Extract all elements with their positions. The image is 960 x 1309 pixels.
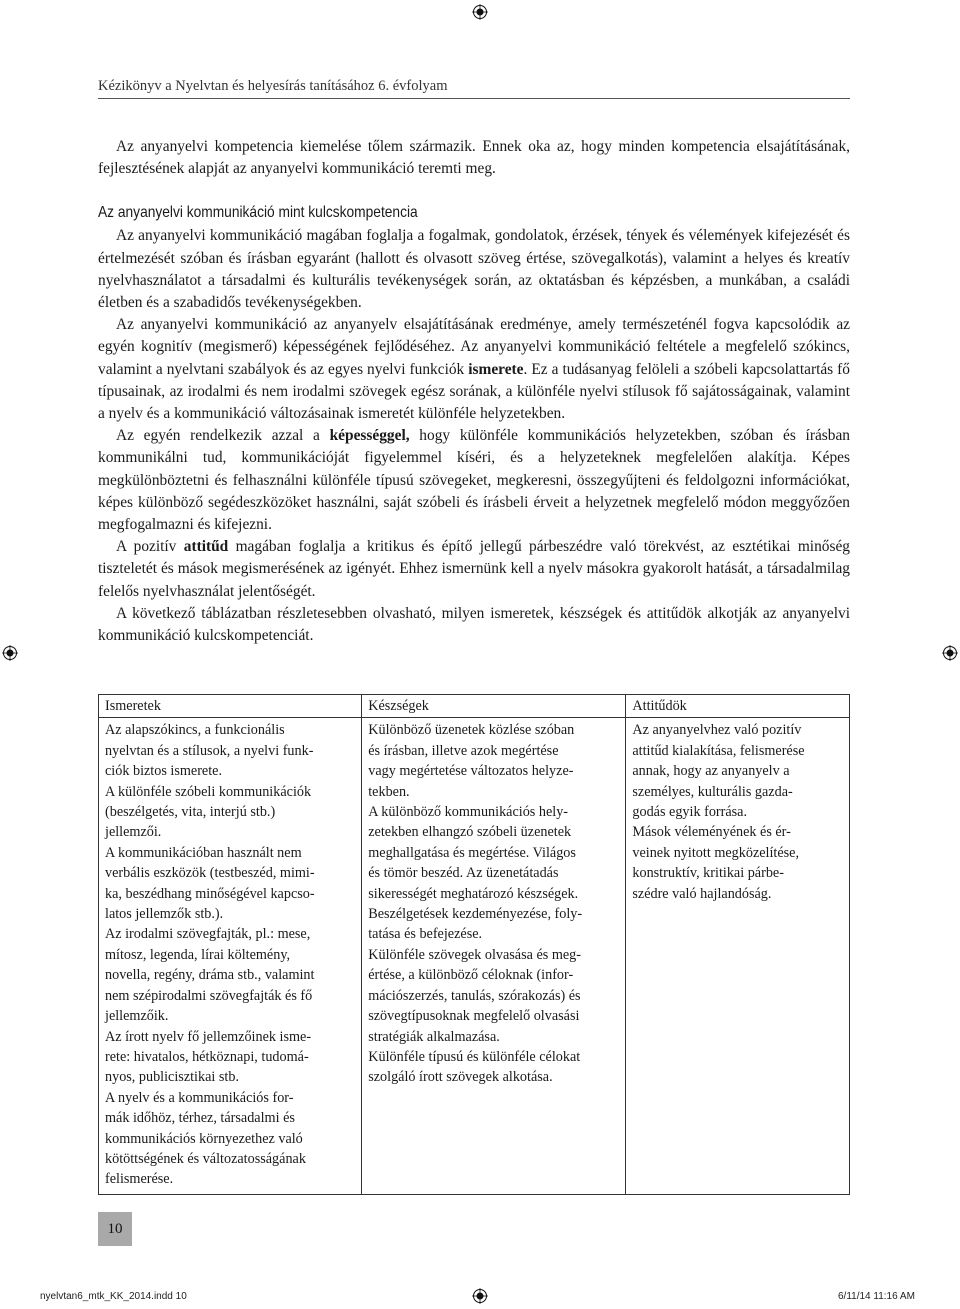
text-span: Az egyén rendelkezik azzal a (116, 427, 330, 445)
print-slug-date: 6/11/14 11:16 AM (838, 1291, 915, 1302)
text-span: hogy különféle kommunikációs helyzetekben, szóban és írásban kommunikálni tud, kommunikációját figyelemmel kíséri, és a helyzeteknek megfelelően alakítja. Képes megkülönböztetni és felhasználni különféle típusú szövegeket, megkeresni, összegyűjteni és feldolgozni információkat, képes különböző segédeszközöket használni, saját szóbeli és írásbeli érveit a helyzetnek megfelelő módon meggyőzően megfogalmazni és kifejezni. (98, 427, 851, 534)
table-header-row (99, 695, 850, 718)
cell-line: felismerése. (105, 1171, 174, 1188)
section-heading: Az anyanyelvi kommunikáció mint kulcskompetencia (98, 204, 418, 222)
cell-line: A kommunikációban használt nem (105, 844, 302, 861)
cell-line: vagy megértetése változatos helyze- (368, 763, 574, 780)
paragraph-3 (98, 425, 850, 536)
cell-line: és írásban, illetve azok megértése (368, 742, 559, 759)
intro-paragraph: Az anyanyelvi kompetencia kiemelése tőlem származik. Ennek oka az, hogy minden kompetencia elsajátításának, fejlesztésének alapját az anyanyelvi kommunikáció teremti meg. (98, 138, 850, 178)
cell-line: Az irodalmi szövegfajták, pl.: mese, (105, 926, 311, 943)
cell-line: verbális eszközök (testbeszéd, mimi- (105, 865, 315, 882)
cell-line: zetekben elhangzó szóbeli üzenetek (368, 824, 572, 841)
registration-mark-icon (2, 645, 18, 661)
cell-line: Mások véleményének és ér- (632, 824, 791, 841)
header-rule (98, 98, 850, 99)
cell-line: Az anyanyelvhez való pozitív (632, 722, 802, 739)
cell-line: szolgáló írott szövegek alkotása. (368, 1069, 553, 1086)
cell-line: személyes, kulturális gazda- (632, 783, 793, 800)
cell-attitudok (626, 718, 850, 1194)
paragraph-4 (98, 536, 850, 603)
cell-line: meghallgatása és megértése. Világos (368, 844, 576, 861)
table-row (99, 718, 850, 1194)
cell-line: (beszélgetés, vita, interjú stb.) (105, 804, 276, 821)
header-attitudok: Attitűdök (626, 695, 850, 718)
emphasis-attitud: attitűd (183, 538, 229, 556)
header-keszsegek: Készségek (362, 695, 626, 718)
paragraph-1: Az anyanyelvi kommunikáció magában foglalja a fogalmak, gondolatok, érzések, tények és vélemények kifejezését és értelmezését szóban és írásban egyaránt (hallott és olvasott szöveg értése, szövegalkotás), valamint a helyes és kreatív nyelvhasználatot a társadalmi és kulturális tevékenységek során, az oktatásban és képzésben, a munkában, a családi életben és a szabadidős tevékenységekben. (98, 227, 850, 312)
paragraph-5: A következő táblázatban részletesebben olvasható, milyen ismeretek, készségek és attitűdök alkotják az anyanyelvi kommunikáció kulcskompetenciát. (98, 604, 850, 645)
text-span: . Ez a tudásanyag felöleli a szóbeli kapcsolattartás fő típusainak, az irodalmi és nem irodalmi szövegek egész sorának, a különféle nyelvi stílusok fő sajátosságainak, valamint a nyelv és a kommunikáció változásainak ismeretét különféle helyzetekben. (98, 360, 850, 423)
registration-mark-icon (942, 645, 958, 661)
cell-line: szövegtípusoknak megfelelő olvasási (368, 1008, 580, 1025)
cell-line: mák időhöz, térhez, társadalmi és (105, 1110, 295, 1127)
cell-line: nyos, publicisztikai stb. (105, 1069, 239, 1086)
cell-line: novella, regény, dráma stb., valamint (105, 967, 315, 984)
cell-line: stratégiák alkalmazása. (368, 1028, 500, 1045)
cell-ismeretek (99, 718, 362, 1194)
running-header: Kézikönyv a Nyelvtan és helyesírás tanításához 6. évfolyam (98, 78, 448, 94)
cell-line: A különféle szóbeli kommunikációk (105, 783, 312, 800)
text-span: A pozitív (116, 538, 184, 556)
cell-line: sikerességét meghatározó készségek. (368, 885, 579, 902)
cell-line: tatása és befejezése. (368, 926, 483, 943)
cell-line: Különféle szövegek olvasása és meg- (368, 946, 581, 963)
cell-line: annak, hogy az anyanyelv a (632, 763, 790, 780)
cell-line: ka, beszédhang minőségével kapcso- (105, 885, 315, 902)
cell-line: kötöttségének és változatosságának (105, 1150, 306, 1167)
emphasis-ismerete: ismerete (468, 360, 524, 378)
competence-table (98, 694, 850, 1195)
cell-line: attitűd kialakítása, felismerése (632, 742, 805, 759)
cell-line: Az alapszókincs, a funkcionális (105, 722, 285, 739)
cell-line: és tömör beszéd. Az üzenetátadás (368, 865, 559, 882)
cell-line: ciók biztos ismerete. (105, 763, 223, 780)
header-ismeretek: Ismeretek (99, 695, 362, 718)
cell-line: tekben. (368, 783, 410, 800)
registration-mark-icon (472, 4, 488, 20)
cell-line: Beszélgetések kezdeményezése, foly- (368, 906, 583, 923)
cell-line: jellemzőik. (105, 1008, 169, 1025)
cell-line: konstruktív, kritikai párbe- (632, 865, 784, 882)
cell-line: nem szépirodalmi szövegfajták és fő (105, 987, 313, 1004)
cell-line: nyelvtan és a stílusok, a nyelvi funk- (105, 742, 314, 759)
cell-line: latos jellemzők stb.). (105, 906, 224, 923)
cell-line: Különböző üzenetek közlése szóban (368, 722, 575, 739)
page-number: 10 (98, 1212, 132, 1246)
registration-mark-icon (472, 1288, 488, 1304)
cell-line: szédre való hajlandóság. (632, 885, 772, 902)
cell-line: rete: hivatalos, hétköznapi, tudomá- (105, 1048, 309, 1065)
cell-line: Különféle típusú és különféle célokat (368, 1048, 581, 1065)
cell-line: mítosz, legenda, lírai költemény, (105, 946, 291, 963)
cell-keszsegek (362, 718, 626, 1194)
cell-line: mációszerzés, tanulás, szórakozás) és (368, 987, 581, 1004)
cell-line: jellemzői. (105, 824, 162, 841)
cell-line: értése, a különböző céloknak (infor- (368, 967, 574, 984)
paragraph-2 (98, 314, 850, 425)
cell-line: A nyelv és a kommunikációs for- (105, 1089, 294, 1106)
print-slug-file: nyelvtan6_mtk_KK_2014.indd 10 (40, 1291, 187, 1302)
cell-line: kommunikációs környezethez való (105, 1130, 303, 1147)
main-text (98, 136, 850, 647)
cell-line: veinek nyitott megközelítése, (632, 844, 800, 861)
text-span: Az anyanyelvi kommunikáció az anyanyelv elsajátításának eredménye, amely természeténél fogva kapcsolódik az egyén kognitív (megismerő) képességének fejlődéséhez. Az anyanyelvi kommunikáció feltétele a megfelelő szókincs, valamint a nyelvtani szabályok és az egyes nyelvi funkciók (98, 316, 850, 378)
cell-line: A különböző kommunikációs hely- (368, 804, 569, 821)
cell-line: Az írott nyelv fő jellemzőinek isme- (105, 1028, 312, 1045)
text-span: magában foglalja a kritikus és építő jellegű párbeszédre való törekvést, az esztétikai minőség tiszteletét és mások megismerésének az igényét. Ehhez ismernünk kell a nyelv másokra gyakorolt hatását, a társadalmilag felelős nyelvhasználat jelentőségét. (98, 538, 850, 600)
cell-line: godás egyik forrása. (632, 804, 748, 821)
emphasis-kepesseggel: képességgel, (329, 427, 410, 445)
